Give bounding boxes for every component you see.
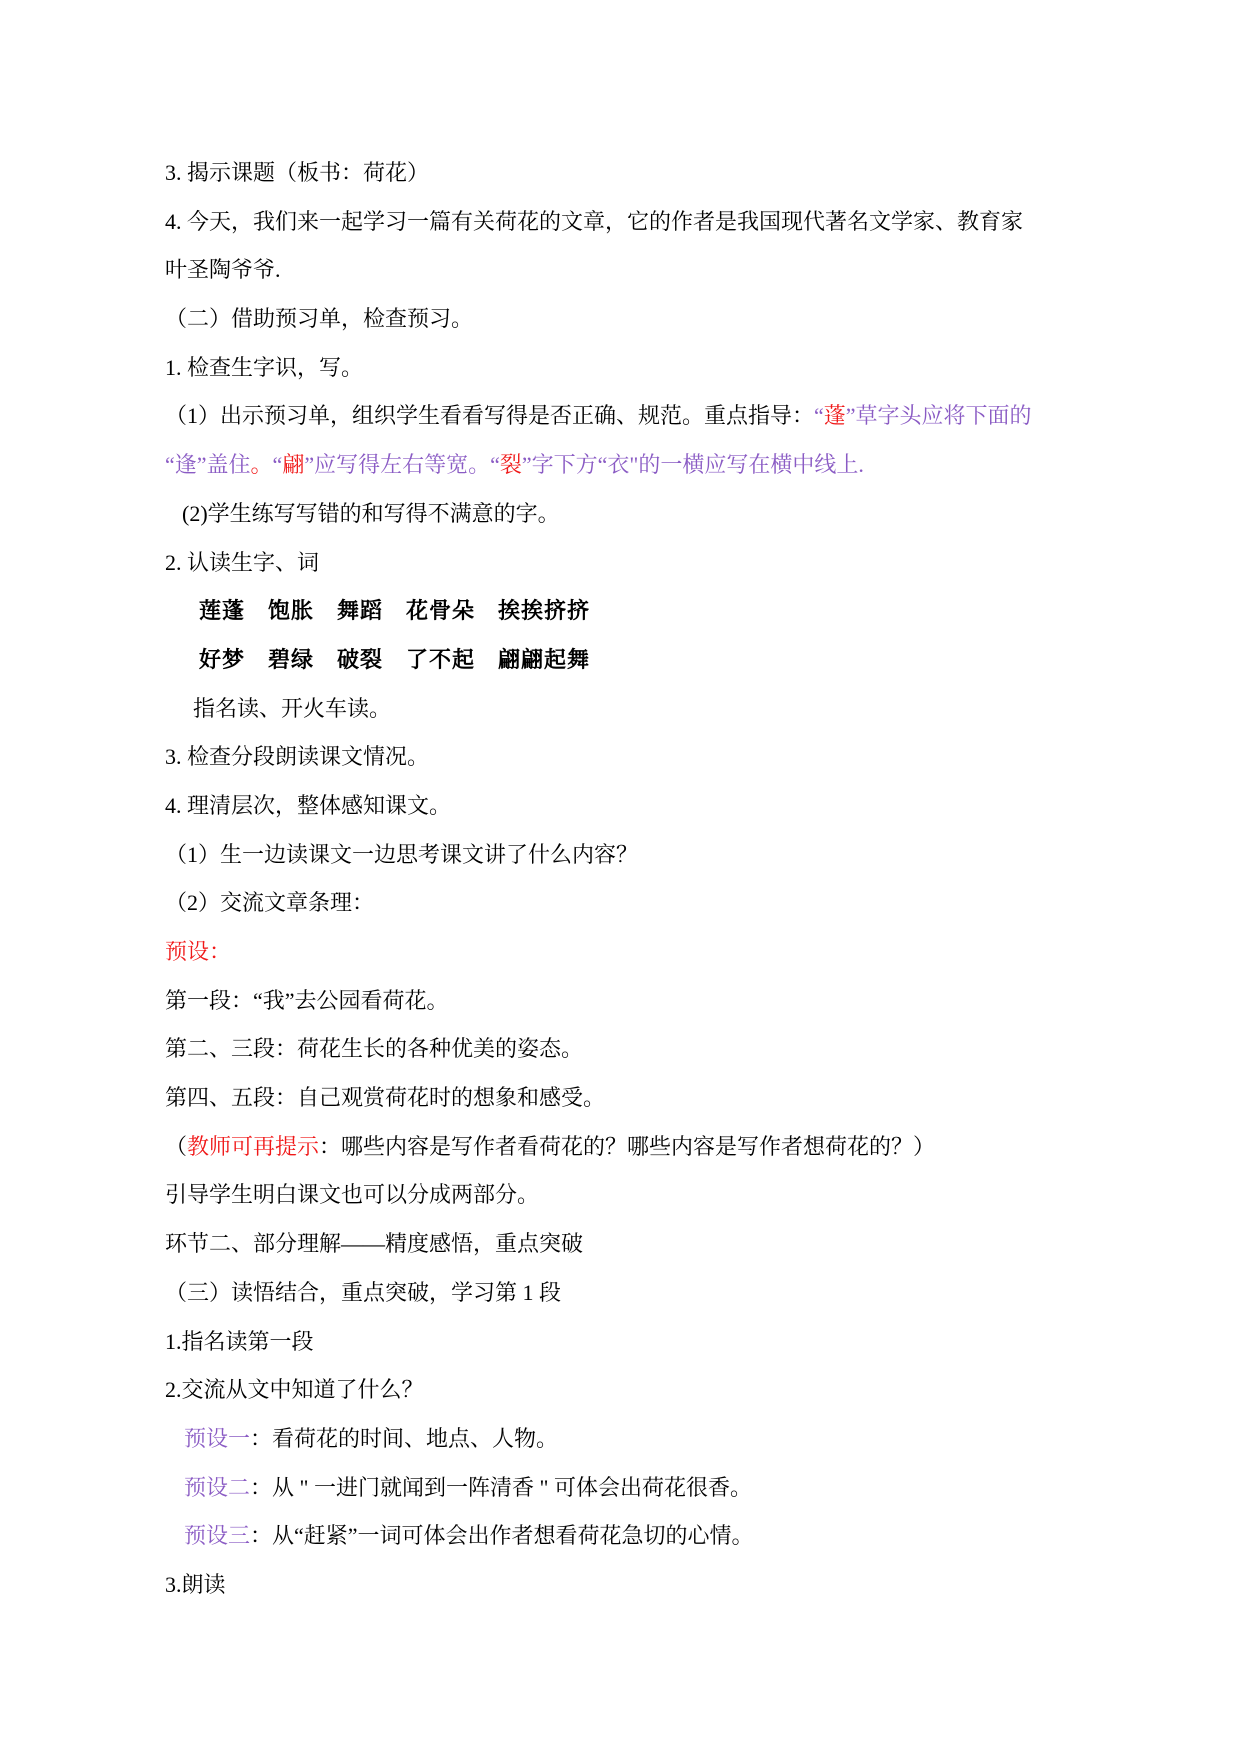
- text-segment: ：看荷花的时间、地点、人物。: [250, 1425, 559, 1451]
- highlight-char: 裂: [499, 452, 522, 478]
- preset-one-label: 预设一: [184, 1425, 251, 1451]
- doc-line: [184, 1512, 1086, 1561]
- highlight-segment: ”应写得左右等宽。“: [304, 452, 500, 478]
- doc-line: 2. 认读生字、词: [165, 549, 320, 575]
- doc-line: （1）生一边读课文一边思考课文讲了什么内容？: [165, 841, 639, 867]
- highlight-segment: 教师可再提示: [187, 1133, 320, 1159]
- doc-line: （2）交流文章条理：: [165, 890, 375, 916]
- highlight-segment: “: [814, 403, 824, 429]
- vocabulary-row: 莲蓬 饱胀 舞蹈 花骨朵 挨挨挤挤: [199, 598, 591, 624]
- doc-line: 第一段：“我”去公园看荷花。: [165, 987, 449, 1013]
- doc-line: （二）借助预习单，检查预习。: [165, 306, 474, 332]
- doc-line: (2)学生练写写错的和写得不满意的字。: [182, 500, 560, 526]
- doc-line: [165, 392, 1086, 441]
- doc-line: 4. 今天，我们来一起学习一篇有关荷花的文章，它的作者是我国现代著名文学家、教育家: [165, 208, 1024, 234]
- doc-line: 第二、三段：荷花生长的各种优美的姿态。: [165, 1036, 584, 1062]
- doc-line: （三）读悟结合，重点突破，学习第 1 段: [165, 1279, 562, 1305]
- doc-line: 指名读、开火车读。: [193, 695, 392, 721]
- preset-two-label: 预设二: [184, 1474, 251, 1500]
- text-segment: （: [165, 1133, 188, 1159]
- doc-line: 叶圣陶爷爷.: [165, 257, 281, 283]
- doc-line: 4. 理清层次，整体感知课文。: [165, 792, 452, 818]
- doc-line: [165, 441, 1086, 490]
- highlight-char: 蓬: [823, 403, 846, 429]
- highlight-segment: “: [272, 452, 283, 478]
- highlight-char: 翩: [282, 452, 305, 478]
- text-segment: （1）出示预习单，组织学生看看写得是否正确、规范。重点指导：: [165, 403, 815, 429]
- highlight-segment: “逢”盖住: [165, 452, 251, 478]
- text-segment: ：从“赶紧”一词可体会出作者想看荷花急切的心情。: [250, 1523, 754, 1549]
- vocabulary-row: 好梦 碧绿 破裂 了不起 翩翩起舞: [199, 646, 591, 672]
- doc-line: [184, 1464, 1086, 1513]
- text-segment: ：哪些内容是写作者看荷花的？哪些内容是写作者想荷花的？）: [319, 1133, 936, 1159]
- highlight-char: 。: [250, 452, 273, 478]
- highlight-segment: ”草字头应将下面的: [845, 403, 1032, 429]
- doc-line: 3. 揭示课题（板书：荷花）: [165, 160, 430, 185]
- doc-line: 第四、五段：自己观赏荷花时的想象和感受。: [165, 1085, 606, 1111]
- doc-line: [184, 1415, 1086, 1464]
- doc-line: 环节二、部分理解——精度感悟，重点突破: [165, 1231, 584, 1257]
- highlight-segment: ”字下方“衣"的一横应写在横中线上.: [521, 452, 864, 478]
- doc-line: 2.交流从文中知道了什么？: [165, 1377, 424, 1403]
- doc-line: 3. 检查分段朗读课文情况。: [165, 744, 430, 770]
- doc-line: 1. 检查生字识，写。: [165, 354, 364, 380]
- doc-line: 引导学生明白课文也可以分成两部分。: [165, 1182, 540, 1208]
- preset-label: 预设：: [165, 939, 232, 964]
- text-segment: ：从 " 一进门就闻到一阵清香 " 可体会出荷花很香。: [250, 1474, 752, 1500]
- preset-three-label: 预设三: [184, 1523, 251, 1549]
- doc-line: 3.朗读: [165, 1571, 226, 1597]
- doc-line: 1.指名读第一段: [165, 1328, 314, 1354]
- doc-line: [165, 1123, 1086, 1172]
